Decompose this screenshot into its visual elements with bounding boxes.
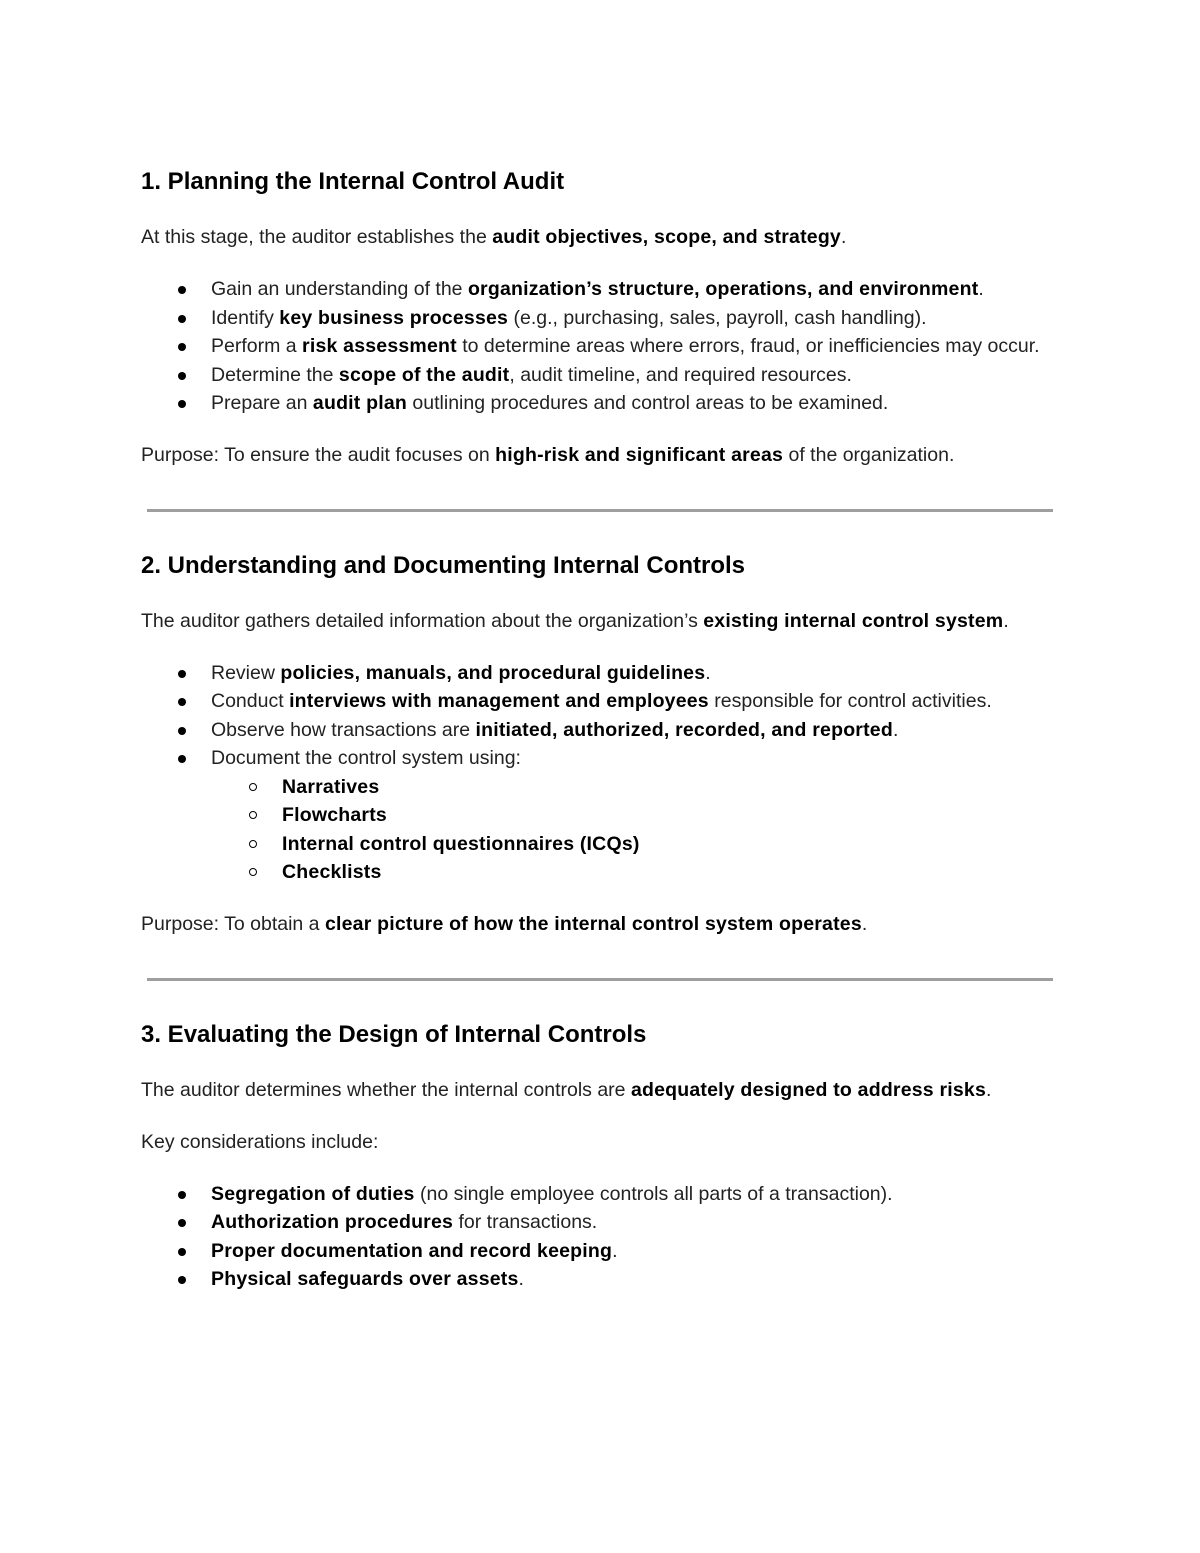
list-item: Segregation of duties (no single employee controls all parts of a transaction).: [211, 1180, 1050, 1209]
sub-list-item: Checklists: [282, 858, 1050, 887]
bullet-dot-icon: [178, 670, 186, 678]
bullet-dot-icon: [178, 343, 186, 351]
section-purpose: Purpose: To ensure the audit focuses on high-risk and significant areas of the organization.: [141, 443, 955, 466]
bullet-circle-icon: [249, 868, 257, 876]
bullet-list: [141, 1180, 1050, 1294]
bullet-dot-icon: [178, 727, 186, 735]
bullet-dot-icon: [178, 372, 186, 380]
list-item: Prepare an audit plan outlining procedures and control areas to be examined.: [211, 389, 1050, 418]
key-considerations-label: Key considerations include:: [141, 1130, 379, 1153]
sub-list-item: Internal control questionnaires (ICQs): [282, 830, 1050, 859]
bullet-dot-icon: [178, 1191, 186, 1199]
section-heading: 3. Evaluating the Design of Internal Controls: [141, 1020, 647, 1048]
section-intro: The auditor determines whether the internal controls are adequately designed to address risks.: [141, 1078, 992, 1101]
bullet-circle-icon: [249, 783, 257, 791]
list-item: Observe how transactions are initiated, authorized, recorded, and reported.: [211, 716, 1050, 745]
section-purpose: Purpose: To obtain a clear picture of how the internal control system operates.: [141, 912, 868, 935]
sub-list-item: Flowcharts: [282, 801, 1050, 830]
bullet-list: [141, 659, 1050, 887]
section-heading: 1. Planning the Internal Control Audit: [141, 168, 565, 195]
sub-bullet-list: [211, 773, 1050, 887]
bullet-dot-icon: [178, 1276, 186, 1284]
section-understanding: [141, 550, 1050, 939]
bullet-dot-icon: [178, 1248, 186, 1256]
list-item: Proper documentation and record keeping.: [211, 1237, 1050, 1266]
list-item: Physical safeguards over assets.: [211, 1265, 1050, 1294]
list-item: Review policies, manuals, and procedural guidelines.: [211, 659, 1050, 688]
section-planning: [141, 166, 1050, 470]
section-evaluating: [141, 1019, 1050, 1294]
list-item: Identify key business processes (e.g., purchasing, sales, payroll, cash handling).: [211, 304, 1050, 333]
section-intro: At this stage, the auditor establishes the audit objectives, scope, and strategy.: [141, 226, 847, 248]
list-item: Perform a risk assessment to determine areas where errors, fraud, or inefficiencies may occur.: [211, 332, 1050, 361]
list-item: Document the control system using: Narratives Flowcharts Internal control questionnaires (ICQs) Checklists: [211, 744, 1050, 887]
bullet-circle-icon: [249, 811, 257, 819]
bullet-circle-icon: [249, 840, 257, 848]
section-heading: 2. Understanding and Documenting Internal Controls: [141, 551, 746, 579]
list-item: Gain an understanding of the organization’s structure, operations, and environment.: [211, 275, 1050, 304]
bullet-dot-icon: [178, 755, 186, 763]
bullet-list: [141, 275, 1050, 418]
bullet-dot-icon: [178, 1219, 186, 1227]
sub-list-item: Narratives: [282, 773, 1050, 802]
bullet-dot-icon: [178, 286, 186, 294]
list-item: Determine the scope of the audit, audit timeline, and required resources.: [211, 361, 1050, 390]
bullet-dot-icon: [178, 400, 186, 408]
list-item: Conduct interviews with management and employees responsible for control activities.: [211, 687, 1050, 716]
section-intro: The auditor gathers detailed information about the organization’s existing internal control system.: [141, 609, 1009, 632]
bullet-dot-icon: [178, 315, 186, 323]
bullet-dot-icon: [178, 698, 186, 706]
list-item: Authorization procedures for transactions.: [211, 1208, 1050, 1237]
